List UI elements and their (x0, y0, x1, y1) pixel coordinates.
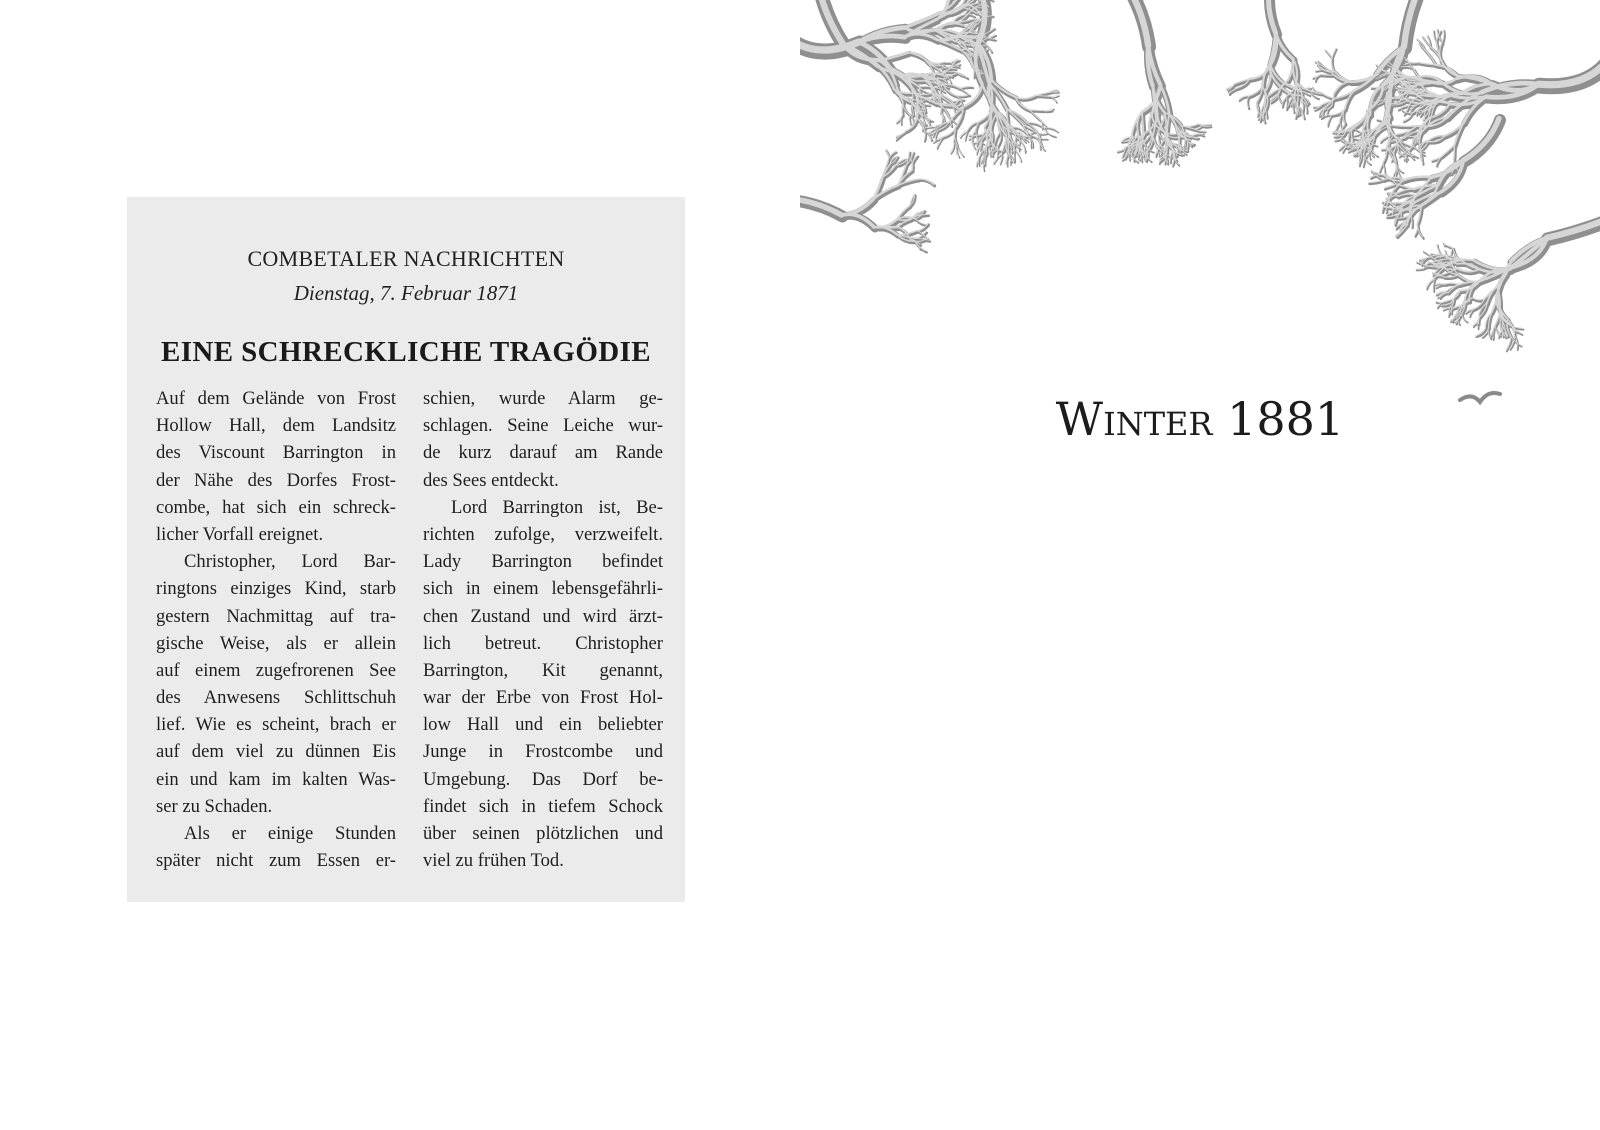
text-line: schien, wurde Alarm ge- (423, 388, 663, 409)
text-line: über seinen plötzlichen und (423, 823, 663, 844)
text-line: Barrington, Kit genannt, (423, 659, 663, 681)
season-title-text: Winter 1881 (1055, 392, 1345, 446)
text-line: findet sich in tiefem Schock (423, 795, 663, 817)
snowy-branches-illustration (800, 0, 1600, 420)
text-line: gestern Nachmittag auf tra- (156, 605, 396, 627)
text-line: später nicht zum Essen er- (156, 850, 396, 872)
text-line: Hollow Hall, dem Landsitz (156, 415, 396, 437)
text-line: combe, hat sich ein schreck- (156, 496, 396, 518)
text-line: viel zu frühen Tod. (423, 850, 564, 872)
text-line: Umgebung. Das Dorf be- (423, 768, 663, 790)
text-line: auf dem viel zu dünnen Eis (156, 741, 396, 763)
text-line: licher Vorfall ereignet. (156, 523, 324, 545)
newspaper-name: COMBETALER NACHRICHTEN (247, 246, 565, 271)
text-line: des Anwesens Schlittschuh (156, 687, 396, 709)
text-line: chen Zustand und wird ärzt- (423, 605, 663, 627)
text-line: Lady Barrington befindet (423, 551, 663, 573)
text-line: low Hall und ein beliebter (423, 714, 663, 736)
season-title (800, 392, 1600, 446)
newspaper-date: Dienstag, 7. Februar 1871 (293, 281, 519, 305)
text-line: Als er einige Stunden (184, 823, 396, 844)
right-page (800, 0, 1600, 1130)
text-line: ein und kam im kalten Was- (156, 768, 396, 790)
text-line: des Sees entdeckt. (423, 469, 559, 491)
text-line: Lord Barrington ist, Be- (451, 496, 663, 518)
article-column-left (156, 385, 396, 874)
text-line: Christopher, Lord Bar- (184, 551, 396, 573)
text-line: ringtons einziges Kind, starb (156, 578, 396, 600)
text-line: war der Erbe von Frost Hol- (423, 687, 663, 709)
text-line: lief. Wie es scheint, brach er (156, 714, 396, 736)
article-headline: EINE SCHRECKLICHE TRAGÖDIE (160, 336, 652, 368)
text-line: auf einem zugefrorenen See (156, 659, 396, 681)
text-line: der Nähe des Dorfes Frost- (156, 469, 396, 491)
text-line: richten zufolge, verzweifelt. (423, 523, 663, 545)
text-line: ser zu Schaden. (156, 795, 273, 817)
newspaper-clipping (127, 197, 685, 902)
article-column-right (423, 385, 663, 874)
text-line: lich betreut. Christopher (423, 632, 663, 654)
text-line: sich in einem lebensgefährli- (423, 578, 663, 600)
text-line: Auf dem Gelände von Frost (156, 388, 396, 409)
text-line: des Viscount Barrington in (156, 442, 396, 464)
text-line: Junge in Frostcombe und (423, 741, 663, 763)
text-line: schlagen. Seine Leiche wur- (423, 415, 663, 437)
text-line: de kurz darauf am Rande (423, 442, 663, 464)
text-line: gische Weise, als er allein (156, 632, 396, 654)
